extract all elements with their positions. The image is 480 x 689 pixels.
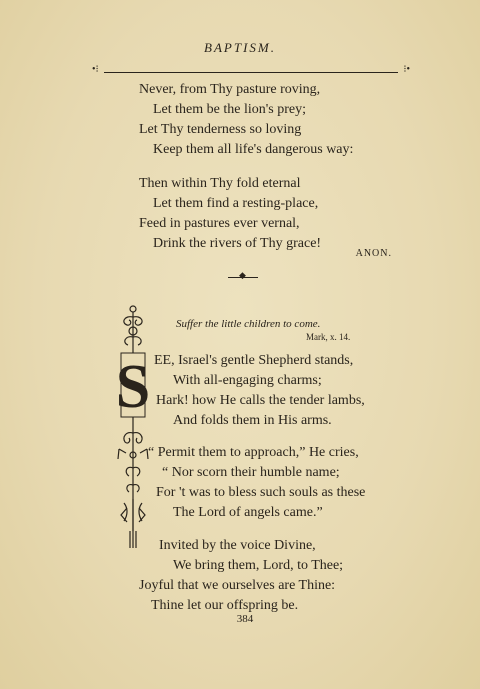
verse-line: Joyful that we ourselves are Thine: [139,578,336,593]
poem1-stanza1 [0,80,480,160]
verse-line: Let them find a resting-place, [153,196,319,211]
verse-line: The Lord of angels came.” [173,505,323,520]
page-number: 384 [236,613,254,625]
verse-line: Hark! how He calls the tender lambs, [156,393,365,408]
rule-line [104,72,398,73]
poem2-reference: Mark, x. 14. [306,332,351,342]
poem1-stanza2 [0,174,480,254]
header-rule [92,64,410,77]
diamond-icon: ◆ [239,270,246,280]
verse-line: “ Permit them to approach,” He cries, [148,445,359,460]
verse-line: Drink the rivers of Thy grace! [153,236,322,251]
section-divider [228,270,258,282]
verse-line: And folds them in His arms. [173,413,332,428]
poem2-epigraph: Suffer the little children to come. [176,318,321,330]
verse-line: Keep them all life's dangerous way: [153,142,354,157]
rule-ornament-right-icon: ⁝• [403,64,410,75]
poem2-stanza3 [0,536,480,616]
rule-ornament-left-icon: •⁝ [92,64,99,75]
verse-line: “ Nor scorn their humble name; [162,465,340,480]
verse-line: Thine let our offspring be. [151,598,299,613]
verse-line: Let them be the lion's prey; [153,102,306,117]
poem1-author: ANON. [355,248,392,259]
verse-line: Feed in pastures ever vernal, [139,216,300,231]
verse-line: With all-engaging charms; [173,373,322,388]
verse-line: Then within Thy fold eternal [139,176,301,191]
verse-line: We bring them, Lord, to Thee; [173,558,344,573]
verse-line: Let Thy tenderness so loving [139,122,302,137]
verse-line: For 't was to bless such souls as these [156,485,366,500]
verse-line: EE, Israel's gentle Shepherd stands, [154,353,354,368]
running-title: BAPTISM. [204,40,276,55]
poem2-stanza1 [0,351,480,431]
verse-line: Never, from Thy pasture roving, [139,82,321,97]
dropcap-letter: S [116,353,150,421]
poem2-stanza2 [0,443,480,523]
verse-line: Invited by the voice Divine, [159,538,316,553]
